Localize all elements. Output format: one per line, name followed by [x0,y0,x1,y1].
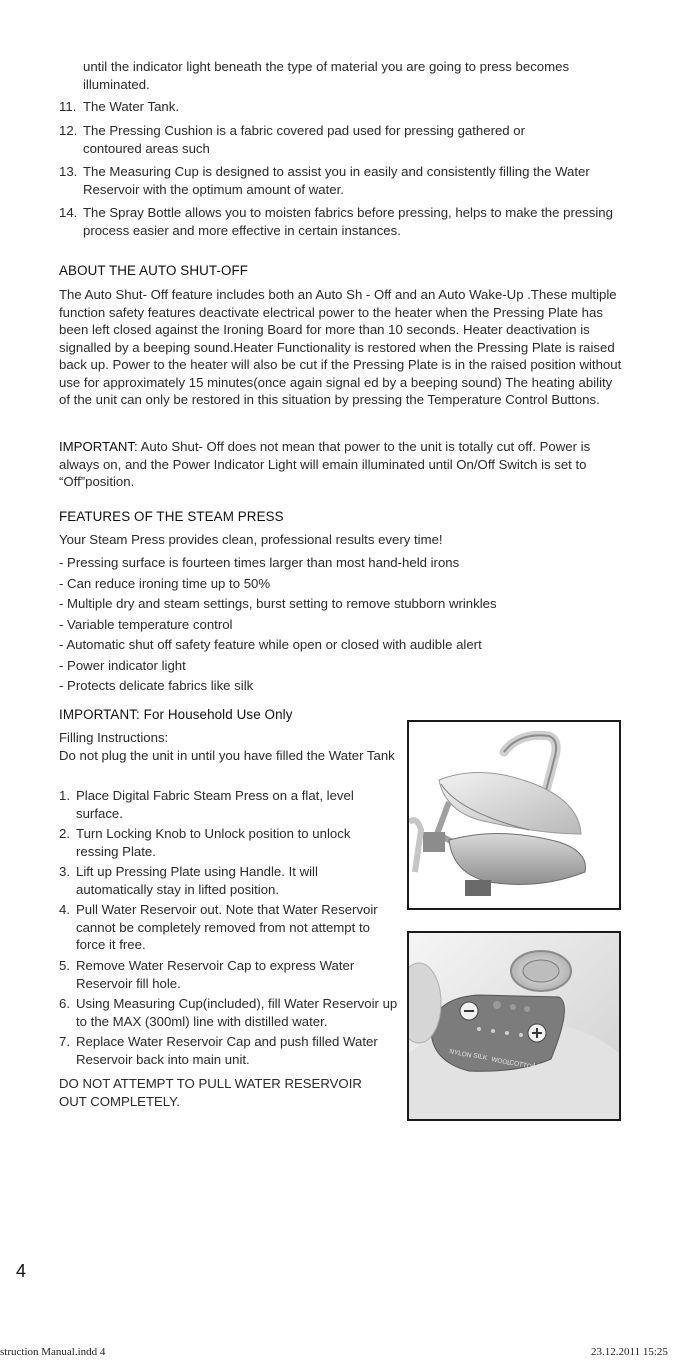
panel-label: NYLON [448,1048,472,1060]
step-text: Place Digital Fabric Steam Press on a flat, level surface. [76,788,354,821]
feature-item: - Automatic shut off safety feature while open or closed with audible alert [59,637,482,652]
step-number: 7. [59,1034,70,1049]
feature-item: - Power indicator light [59,658,186,673]
step-number: 5. [59,958,70,973]
step-number: 2. [59,826,70,841]
list-text: The Water Tank. [83,99,180,114]
step-item [59,825,401,860]
footer-file: struction Manual.indd 4 [0,1346,106,1358]
auto-shutoff-important [59,438,604,491]
steam-press-photo [407,720,621,910]
auto-shutoff-body: The Auto Shut- Off feature includes both an Auto Sh - Off and an Auto Wake-Up .These multiple function safety features deactivate electrical power to the heater when the Pressing Plate has been left closed against the Ironing Board for more than 10 seconds. Heater deactivation is signalled by a beeping sound.Heater Functionality is restored when the Pressing Plate is raised back up. Power to the heater will also be cut if the Pressing Plate is in the raised position without use for approximately 15 minutes(once again signal ed by a beeping sound) The heating ability of the unit can only be restored in this situation by pressing the Temperature Control Buttons. [59,287,622,407]
list-text: The Pressing Cushion is a fabric covered pad used for pressing gathered or contoured areas such [83,123,526,156]
section-heading-auto-shutoff: ABOUT THE AUTO SHUT-OFF [59,263,249,278]
step-number: 4. [59,902,70,917]
steam-press-illustration [409,722,619,908]
control-panel-illustration [409,933,619,1119]
list-number: 12. [59,123,78,138]
list-item [59,122,619,157]
important-label: IMPORTANT: [59,439,138,454]
step-text: Using Measuring Cup(included), fill Water Reservoir up to the MAX (300ml) line with distilled water. [76,996,398,1029]
important-text: Auto Shut- Off does not mean that power to the unit is totally cut off. Power is always on, and the Power Indicator Light will emain illuminated until On/Off Switch is set to “Off”position. [59,439,591,489]
list-item [59,98,619,116]
step-item [59,995,401,1030]
step-item [59,863,401,898]
step-text: Pull Water Reservoir out. Note that Water Reservoir cannot be completely removed from not attempt to force it free. [76,902,378,952]
feature-item: - Protects delicate fabrics like silk [59,678,254,693]
section-heading-household: IMPORTANT: For Household Use Only [59,707,293,722]
list-number: 11. [59,99,77,114]
step-text: Turn Locking Knob to Unlock position to unlock ressing Plate. [76,826,351,859]
section-heading-features: FEATURES OF THE STEAM PRESS [59,509,284,524]
footer-date: 23.12.2011 15:25 [591,1346,668,1358]
step-text: Replace Water Reservoir Cap and push filled Water Reservoir back into main unit. [76,1034,378,1067]
list-number: 13. [59,164,78,179]
list-number: 14. [59,205,78,220]
control-panel-photo [407,931,621,1121]
intro-continuation: until the indicator light beneath the type of material you are going to press becomes illuminated. [83,59,570,92]
panel-label: WOOL [490,1056,512,1068]
list-item [59,163,619,198]
list-item [59,204,619,239]
page-number: 4 [16,1261,27,1281]
step-number: 1. [59,788,70,803]
step-text: Lift up Pressing Plate using Handle. It will automatically stay in lifted position. [76,864,318,897]
feature-item: - Can reduce ironing time up to 50% [59,576,271,591]
filling-label: Filling Instructions: [59,730,169,745]
panel-label: COTTON [508,1059,537,1072]
step-item [59,1033,401,1068]
feature-item: - Multiple dry and steam settings, burst setting to remove stubborn wrinkles [59,596,497,611]
list-text: The Measuring Cup is designed to assist you in easily and consistently filling the Water Reservoir with the optimum amount of water. [83,164,590,197]
step-number: 3. [59,864,70,879]
step-item [59,957,401,992]
feature-item: - Variable temperature control [59,617,233,632]
step-item [59,787,401,822]
features-intro: Your Steam Press provides clean, professional results every time! [59,532,443,547]
reservoir-warning: DO NOT ATTEMPT TO PULL WATER RESERVOIR OUT COMPLETELY. [59,1076,362,1109]
feature-item: - Pressing surface is fourteen times larger than most hand-held irons [59,555,460,570]
panel-label: SILK [472,1052,488,1062]
filling-note: Do not plug the unit in until you have filled the Water Tank [59,748,395,763]
step-number: 6. [59,996,70,1011]
step-text: Remove Water Reservoir Cap to express Water Reservoir fill hole. [76,958,355,991]
step-item [59,901,401,954]
panel-label: LINEN [532,1062,553,1073]
list-text: The Spray Bottle allows you to moisten fabrics before pressing, helps to make the pressing process easier and more effective in certain instances. [83,205,613,238]
